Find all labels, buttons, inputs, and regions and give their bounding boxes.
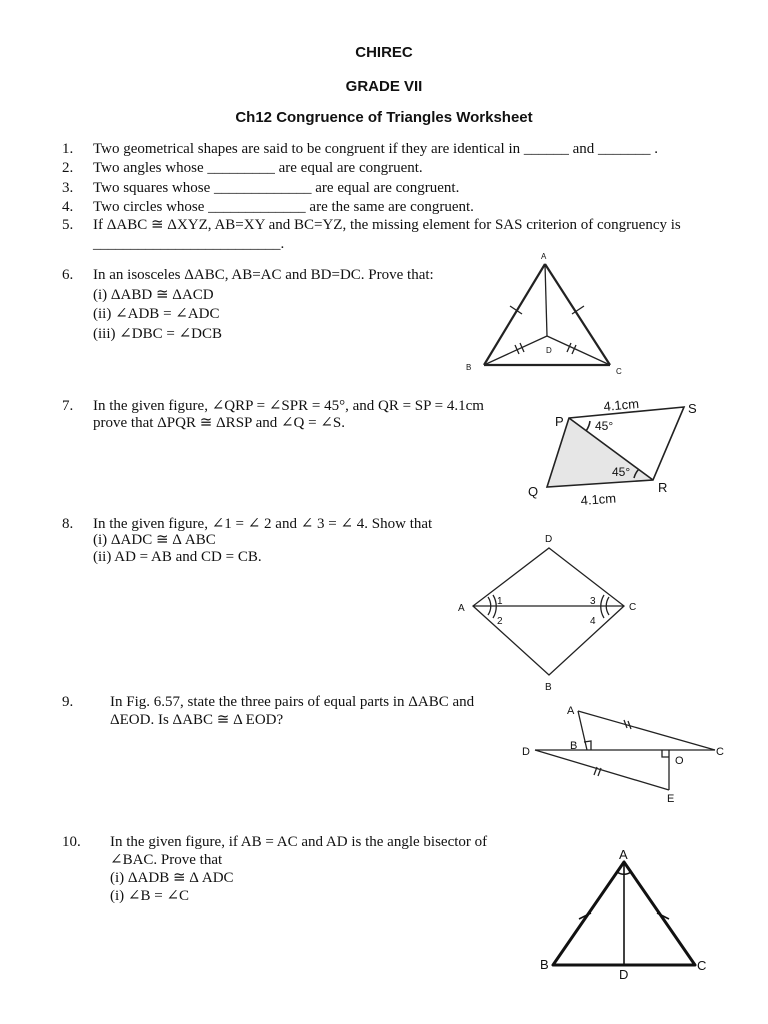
vertex-label: D — [522, 746, 530, 758]
question-number: 3. — [62, 180, 74, 196]
vertex-label: B — [466, 363, 472, 372]
angle-label: 2 — [497, 616, 503, 627]
question-text: In the given figure, ∠QRP = ∠SPR = 45°, and QR = SP = 4.1cm — [93, 398, 484, 414]
side-length-label: 4.1cm — [602, 395, 640, 414]
vertex-label: D — [545, 534, 553, 545]
question-text: Two angles whose _________ are equal are congruent. — [93, 160, 423, 176]
angle-label: 4 — [590, 616, 596, 627]
school-name: CHIREC — [355, 44, 413, 61]
vertex-label: C — [716, 746, 724, 758]
vertex-label: P — [555, 414, 564, 429]
question-number: 2. — [62, 160, 74, 176]
question-number: 4. — [62, 199, 74, 215]
question-number: 8. — [62, 516, 74, 532]
question-text: In the given figure, ∠1 = ∠ 2 and ∠ 3 = ∠ 4. Show that — [93, 516, 433, 532]
angle-label: 45° — [612, 465, 631, 479]
vertex-label: C — [616, 367, 622, 376]
question-text: ΔEOD. Is ΔABC ≅ Δ EOD? — [110, 712, 284, 728]
vertex-label: A — [619, 847, 628, 862]
question-text: (i) ΔADB ≅ Δ ADC — [110, 870, 234, 886]
question-text: Two geometrical shapes are said to be congruent if they are identical in ______ and _______ . — [93, 141, 659, 157]
question-text: _________________________. — [93, 236, 285, 252]
vertex-label: A — [458, 603, 465, 614]
side-length-label: 4.1cm — [580, 490, 617, 508]
vertex-label: Q — [528, 484, 539, 499]
question-number: 5. — [62, 217, 74, 233]
question-number: 7. — [62, 398, 74, 414]
grade-label: GRADE VII — [345, 78, 423, 95]
question-text: In Fig. 6.57, state the three pairs of equal parts in ΔABC and — [110, 694, 475, 710]
vertex-label: A — [541, 252, 547, 261]
vertex-label: D — [546, 346, 552, 355]
question-text: (i) ΔABD ≅ ΔACD — [93, 287, 214, 303]
question-text: (ii) ∠ADB = ∠ADC — [93, 306, 220, 322]
vertex-label: B — [540, 957, 549, 972]
vertex-label: E — [667, 793, 675, 805]
question-number: 10. — [62, 834, 81, 850]
question-text: If ΔABC ≅ ΔXYZ, AB=XY and BC=YZ, the missing element for SAS criterion of congruency is — [93, 217, 681, 233]
worksheet-title: Ch12 Congruence of Triangles Worksheet — [235, 109, 533, 126]
question-text: prove that ΔPQR ≅ ΔRSP and ∠Q = ∠S. — [93, 415, 345, 431]
angle-label: 1 — [497, 596, 503, 607]
question-text: (iii) ∠DBC = ∠DCB — [93, 326, 223, 342]
question-text: (ii) AD = AB and CD = CB. — [93, 549, 262, 565]
question-text: In the given figure, if AB = AC and AD is the angle bisector of — [110, 834, 488, 850]
angle-label: 3 — [590, 596, 596, 607]
vertex-label: C — [697, 958, 707, 973]
question-number: 6. — [62, 267, 74, 283]
question-number: 9. — [62, 694, 74, 710]
vertex-label: R — [658, 480, 668, 495]
question-text: ∠BAC. Prove that — [110, 852, 223, 868]
vertex-label: A — [567, 705, 575, 717]
vertex-label: O — [675, 755, 684, 767]
question-number: 1. — [62, 141, 74, 157]
vertex-label: B — [545, 682, 552, 693]
question-text: In an isosceles ΔABC, AB=AC and BD=DC. Prove that: — [93, 267, 434, 283]
question-text: Two squares whose _____________ are equal are congruent. — [93, 180, 460, 196]
question-text: Two circles whose _____________ are the same are congruent. — [93, 199, 474, 215]
vertex-label: D — [619, 967, 629, 982]
vertex-label: C — [629, 602, 637, 613]
question-text: (i) ΔADC ≅ Δ ABC — [93, 532, 216, 548]
question-text: (i) ∠B = ∠C — [110, 888, 190, 904]
vertex-label: S — [688, 401, 697, 416]
vertex-label: B — [570, 740, 578, 752]
angle-label: 45° — [595, 419, 614, 433]
